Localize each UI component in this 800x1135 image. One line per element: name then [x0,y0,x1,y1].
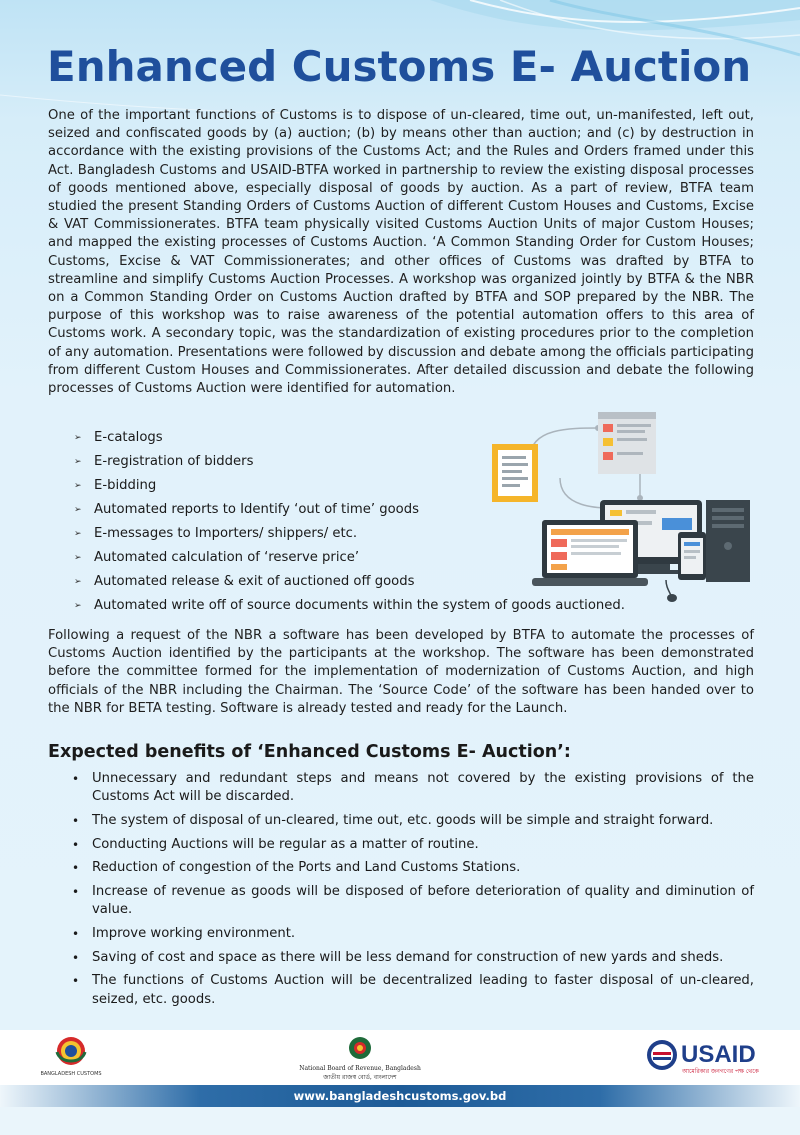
list-item: ➢ E-messages to Importers/ shippers/ etc. [74,522,664,546]
intro-paragraph: One of the important functions of Customs is to dispose of un-cleared, time out, un-manifested, left out, seized and confiscated goods by (a) auction; (b) by means other than auction; and (c) by destruction in accordance with the existing provisions of the Customs Act; and the Rules and Orders framed under this Act. Bangladesh Customs and USAID-BTFA worked in partnership to review the existing disposal processes of goods mentioned above, especially disposal of goods by auction. As a part of review, BTFA team studied the present Standing Orders of Customs Auction of different Custom Houses and Customs, Excise & VAT Commissionerates. BTFA team physically visited Customs Auction Units of major Custom Houses; and mapped the existing processes of Customs Auction. ‘A Common Standing Order for Custom Houses; Customs, Excise & VAT Commissionerates; and other offices of Customs was drafted by BTFA to streamline and simplify Customs Auction Processes. A workshop was organized jointly by BTFA & the NBR on a Common Standing Order on Customs Auction drafted by BTFA and SOP prepared by the NBR. The purpose of this workshop was to raise awareness of the potential automation offers to this area of Customs work. A secondary topic, was the standardization of existing procedures prior to the completion of any automation. Presentations were followed by discussion and debate among the officials participating from different Custom Houses and Commissionerates. After detailed discussion and debate the following processes of Customs Auction were identified for automation. [48,108,754,397]
laptop-icon [532,520,648,586]
list-item: ➢ E-catalogs [74,426,664,450]
svg-text:National Board of Revenue, Ban: National Board of Revenue, Bangladesh [299,1065,421,1072]
bullet-dot-icon: • [72,813,80,828]
svg-text:USAID: USAID [681,1041,756,1068]
phone-icon [678,532,706,580]
usaid-logo [647,1040,760,1075]
svg-text:BANGLADESH CUSTOMS: BANGLADESH CUSTOMS [40,1071,102,1077]
arrow-right-icon: ➢ [74,505,82,515]
list-item: • Reduction of congestion of the Ports and Land Customs Stations. [72,859,754,877]
list-item: • The functions of Customs Auction will be decentralized leading to faster disposal of un-cleared, seized, etc. goods. [72,972,754,1008]
benefits-list [72,770,754,1014]
list-item: ➢ Automated reports to Identify ‘out of time’ goods [74,498,664,522]
bullet-dot-icon: • [72,861,80,876]
arrow-right-icon: ➢ [74,601,82,611]
bullet-dot-icon: • [72,974,80,989]
customs-emblem-icon [40,1037,101,1077]
footer [0,1030,800,1135]
website-url[interactable]: www.bangladeshcustoms.gov.bd [0,1085,800,1107]
list-item: ➢ E-bidding [74,474,664,498]
list-item: • Saving of cost and space as there will be less demand for construction of new yards and sheds. [72,949,754,967]
bullet-dot-icon: • [72,926,80,941]
arrow-right-icon: ➢ [74,577,82,587]
arrow-right-icon: ➢ [74,457,82,467]
list-item: ➢ Automated write off of source documents within the system of goods auctioned. [74,594,664,618]
footer-strip [0,1107,800,1135]
mouse-icon [666,580,677,602]
page-title: Enhanced Customs E- Auction [47,42,752,91]
list-item: • Improve working environment. [72,925,754,943]
svg-text:আমেরিকার জনগণের পক্ষ থেকে: আমেরিকার জনগণের পক্ষ থেকে [682,1068,759,1075]
bullet-dot-icon: • [72,837,80,852]
bullet-dot-icon: • [72,772,80,786]
list-item: • Conducting Auctions will be regular as a matter of routine. [72,836,754,854]
arrow-right-icon: ➢ [74,481,82,491]
svg-text:জাতীয় রাজস্ব বোর্ড, বাংলাদেশ: জাতীয় রাজস্ব বোর্ড, বাংলাদেশ [323,1074,397,1081]
nbr-emblem-icon [299,1037,421,1081]
list-item: ➢ Automated release & exit of auctioned off goods [74,570,664,594]
bullet-dot-icon: • [72,950,80,965]
benefits-heading: Expected benefits of ‘Enhanced Customs E- Auction’: [48,742,571,762]
footer-logos [0,1030,800,1085]
list-item: • Increase of revenue as goods will be disposed of before deterioration of quality and diminution of value. [72,883,754,919]
list-item: • Unnecessary and redundant steps and means not covered by the existing provisions of the Customs Act will be discarded. [72,770,754,806]
arrow-right-icon: ➢ [74,529,82,539]
document-icon [492,444,538,502]
list-item: ➢ E-registration of bidders [74,450,664,474]
devices-illustration [480,408,765,603]
software-paragraph: Following a request of the NBR a software has been developed by BTFA to automate the processes of Customs Auction identified by the participants at the workshop. The software has been demonstrated before the committee formed for the implementation of modernization of Customs Auction, and high officials of the NBR including the Chairman. The ‘Source Code’ of the software has been handed over to the NBR for BETA testing. Software is already tested and ready for the Launch. [48,628,754,716]
computer-tower-icon [706,500,750,582]
arrow-right-icon: ➢ [74,553,82,563]
list-item: ➢ Automated calculation of ‘reserve price’ [74,546,664,570]
arrow-right-icon: ➢ [74,433,82,443]
list-item: • The system of disposal of un-cleared, time out, etc. goods will be simple and straight forward. [72,812,754,830]
bullet-dot-icon: • [72,885,80,900]
browser-window-icon [598,412,656,474]
